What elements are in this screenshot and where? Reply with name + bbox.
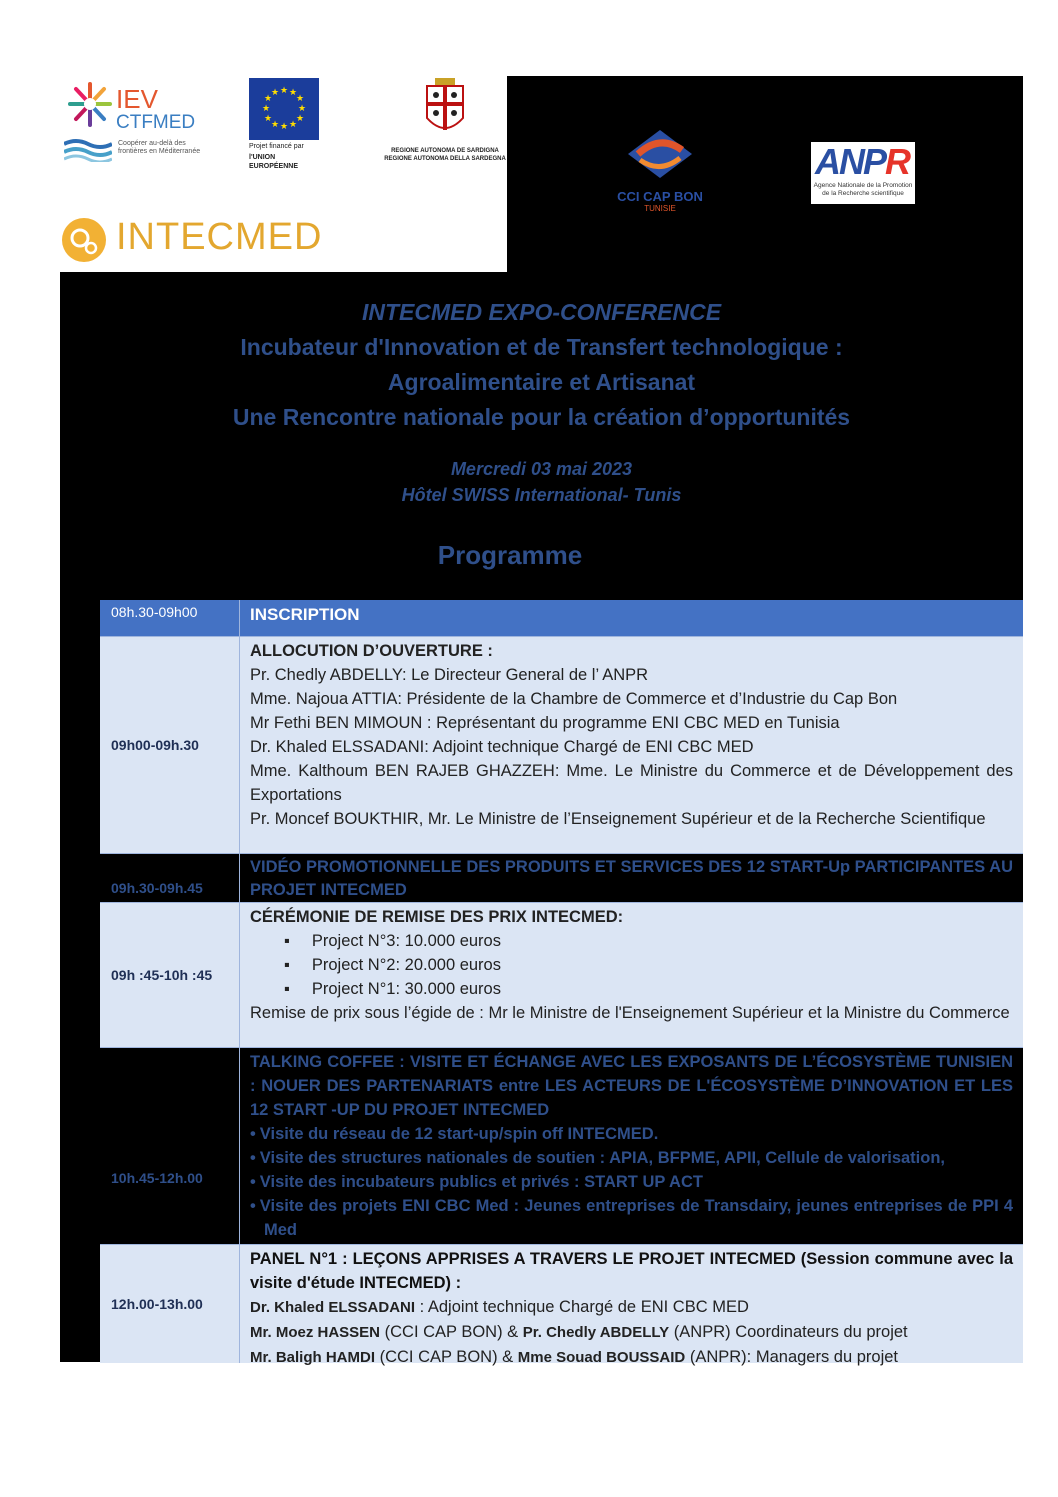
svg-text:★: ★ xyxy=(263,114,273,124)
header-black-panel xyxy=(507,76,1023,276)
svg-text:★: ★ xyxy=(295,94,305,104)
list-item: • Visite des incubateurs publics et privés : START UP ACT xyxy=(250,1170,1013,1194)
event-venue: Hôtel SWISS International- Tunis xyxy=(401,485,682,505)
list-item: • Visite des projets ENI CBC Med : Jeunes entreprises de Transdairy, jeunes entreprises de PPI 4 Med xyxy=(250,1194,1013,1242)
table-row xyxy=(100,600,1023,637)
event-date: Mercredi 03 mai 2023 xyxy=(450,459,633,479)
time-cell: 12h.00-13h.00 xyxy=(100,1245,240,1363)
svg-text:★: ★ xyxy=(270,120,280,130)
table-row xyxy=(100,1245,1023,1366)
time-cell: 09h.30-09h.45 xyxy=(100,854,240,902)
session-title: ALLOCUTION D’OUVERTURE : xyxy=(250,642,493,660)
table-row xyxy=(100,854,1023,903)
eu-logo xyxy=(249,78,321,168)
programme-table xyxy=(100,600,1023,1366)
list-item: ▪ Project N°3: 10.000 euros xyxy=(250,929,1013,953)
list-item: ▪ Project N°2: 20.000 euros xyxy=(250,953,1013,977)
time-cell: 10h.45-12h.00 xyxy=(100,1048,240,1244)
sardinia-caption-1: REGIONE AUTONOMA DE SARDIGNA xyxy=(391,148,499,154)
svg-text:★: ★ xyxy=(297,104,307,114)
speaker-line: Dr. Khaled ELSSADANI : Adjoint technique Chargé de ENI CBC MED xyxy=(250,1298,749,1316)
intecmed-wordmark: INTECMED xyxy=(116,216,323,258)
svg-text:★: ★ xyxy=(270,88,280,98)
session-title: CÉRÉMONIE DE REMISE DES PRIX INTECMED: xyxy=(250,908,624,926)
cci-diamond-icon xyxy=(620,128,700,182)
speaker-line: Mr. Baligh HAMDI (CCI CAP BON) & Mme Souad BOUSSAID (ANPR): Managers du projet xyxy=(250,1348,899,1366)
cci-cap-bon-logo xyxy=(600,128,720,218)
speaker-line: Mr Fethi BEN MIMOUN : Représentant du programme ENI CBC MED en Tunisia xyxy=(250,714,840,732)
list-item: • Visite du réseau de 12 start-up/spin off INTECMED. xyxy=(250,1122,1013,1146)
svg-text:★: ★ xyxy=(288,88,298,98)
anpr-logo xyxy=(811,142,915,204)
speaker-line: Pr. Moncef BOUKTHIR, Mr. Le Ministre de l’Enseignement Supérieur et de la Recherche Scientifique xyxy=(250,810,986,828)
speaker-line: Mr. Moez HASSEN (CCI CAP BON) & Pr. Chedly ABDELLY (ANPR) Coordinateurs du projet xyxy=(250,1323,908,1341)
eu-flag-icon xyxy=(249,78,319,140)
sunburst-icon xyxy=(66,80,114,130)
svg-text:★: ★ xyxy=(263,94,273,104)
sardinia-logo xyxy=(383,78,507,174)
gear-icon xyxy=(62,212,108,268)
ctfmed-label: CTFMED xyxy=(116,112,196,133)
cci-sub: TUNISIE xyxy=(644,204,676,213)
speaker-line: Dr. Khaled ELSSADANI: Adjoint technique Chargé de ENI CBC MED xyxy=(250,738,754,756)
session-body xyxy=(240,1245,1023,1366)
table-row xyxy=(100,1048,1023,1245)
anpr-wordmark: ANPR xyxy=(815,141,910,182)
cci-name: CCI CAP BON xyxy=(617,189,703,204)
svg-text:★: ★ xyxy=(295,114,305,124)
eu-caption-2: l'UNION EUROPÉENNE xyxy=(249,154,299,170)
speaker-line: Mme. Najoua ATTIA: Présidente de la Chambre de Commerce et d’Industrie du Cap Bon xyxy=(250,690,898,708)
svg-text:★: ★ xyxy=(279,86,289,96)
session-body xyxy=(240,637,1023,853)
session-title: PANEL N°1 : LEÇONS APPRISES A TRAVERS LE PROJET INTECMED (Session commune avec la visite d'étude INTECMED) : xyxy=(250,1250,1013,1292)
event-subtitle-2: Agroalimentaire et Artisanat xyxy=(387,369,696,395)
time-cell: 09h00-09h.30 xyxy=(100,637,240,853)
speaker-line: Pr. Chedly ABDELLY: Le Directeur General de l’ ANPR xyxy=(250,666,649,684)
session-title: INSCRIPTION xyxy=(250,605,360,624)
event-subtitle-3: Une Rencontre nationale pour la création d’opportunités xyxy=(232,404,851,430)
session-title: TALKING COFFEE : VISITE ET ÉCHANGE AVEC LES EXPOSANTS DE L’ÉCOSYSTÈME TUNISIEN : NOUER DES PARTENARIATS entre LES ACTEURS DE L'ÉCOSYSTÈME D’INNOVATION ET LES 12 START -UP DU PROJET INTECMED xyxy=(250,1053,1013,1119)
programme-heading: Programme xyxy=(437,540,583,570)
list-item: ▪ Project N°1: 30.000 euros xyxy=(250,977,1013,1001)
time-cell: 09h :45-10h :45 xyxy=(100,903,240,1047)
time-cell: 08h.30-09h00 xyxy=(100,600,240,636)
event-subtitle-1: Incubateur d'Innovation et de Transfert technologique : xyxy=(240,334,843,360)
event-title: INTECMED EXPO-CONFERENCE xyxy=(361,299,722,325)
table-row xyxy=(100,903,1023,1048)
waves-icon xyxy=(64,138,112,162)
session-note: Remise de prix sous l’égide de : Mr le Ministre de l'Enseignement Supérieur et la Ministre du Commerce xyxy=(250,1004,1010,1022)
session-title: VIDÉO PROMOTIONNELLE DES PRODUITS ET SERVICES DES 12 START-Up PARTICIPANTES AU PROJET INTECMED xyxy=(250,858,1013,899)
eu-caption-1: Projet financé par xyxy=(249,143,304,150)
svg-text:★: ★ xyxy=(288,120,298,130)
iev-label: IEV xyxy=(116,84,158,114)
session-body xyxy=(240,903,1023,1047)
iev-tagline: Coopérer au-delà des frontières en Méditerranée xyxy=(118,140,201,155)
anpr-subtitle: Agence Nationale de la Promotion de la Recherche scientifique xyxy=(813,182,913,197)
list-item: • Visite des structures nationales de soutien : APIA, BFPME, APII, Cellule de valorisation, xyxy=(250,1146,1013,1170)
table-row xyxy=(100,637,1023,854)
speaker-line: Mme. Kalthoum BEN RAJEB GHAZZEH: Mme. Le Ministre du Commerce et de Développement des Exportations xyxy=(250,762,1013,804)
sardinia-caption-2: REGIONE AUTONOMA DELLA SARDEGNA xyxy=(384,156,506,162)
iev-ctfmed-logo xyxy=(62,78,212,174)
intecmed-logo xyxy=(62,212,323,270)
svg-text:★: ★ xyxy=(279,122,289,132)
svg-text:★: ★ xyxy=(261,104,271,114)
session-body xyxy=(240,1048,1023,1244)
sardinia-crest-icon xyxy=(423,78,467,142)
